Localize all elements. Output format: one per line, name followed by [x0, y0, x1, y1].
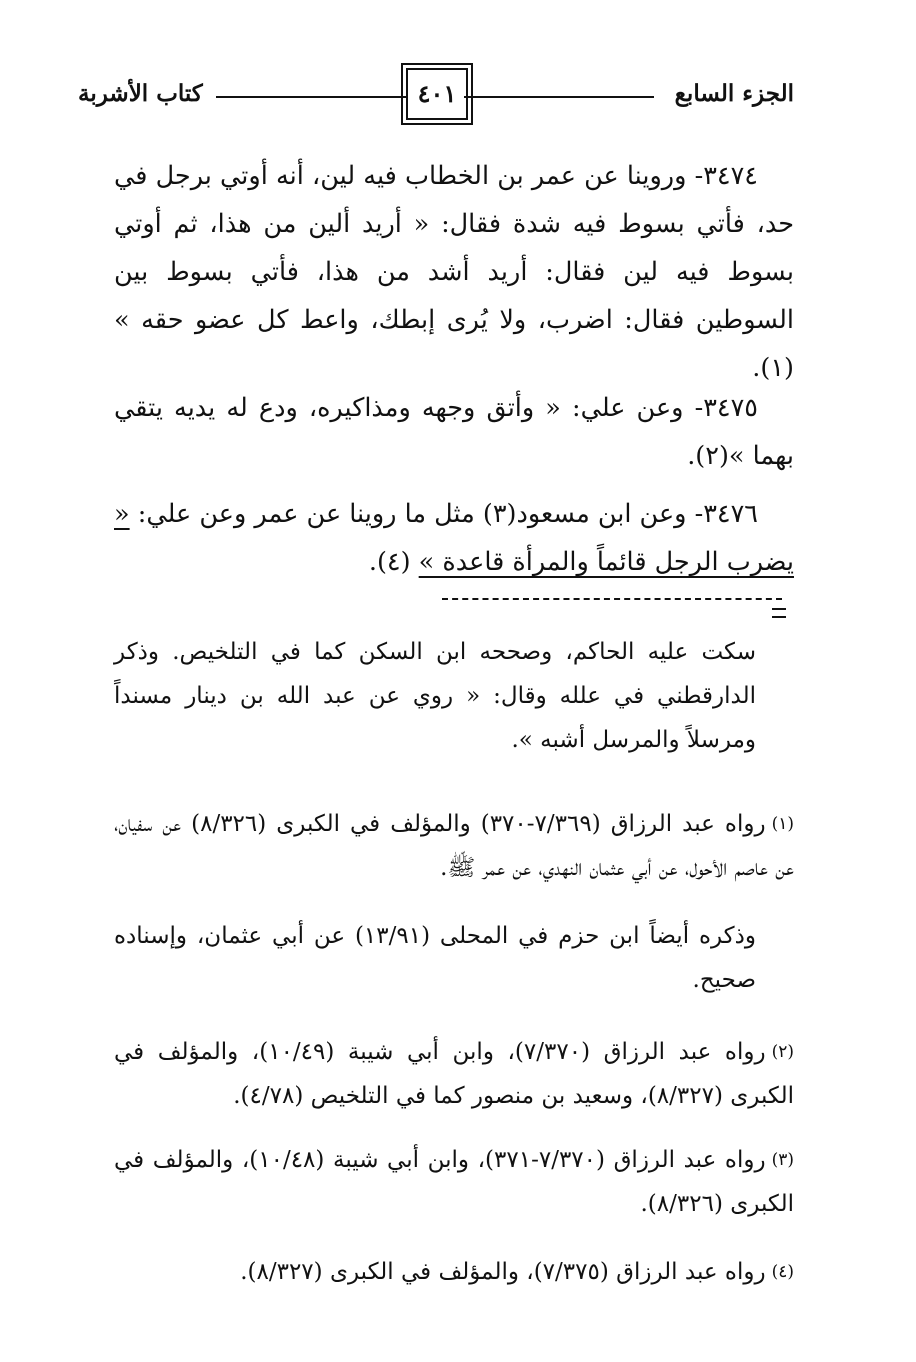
header-rule-left: [216, 96, 406, 98]
page-number: ٤٠١: [406, 68, 468, 120]
quoted-text: « يضرب الرجل قائماً والمرأة قاعدة »: [114, 499, 794, 577]
paragraph-3475: ٣٤٧٥- وعن علي: « وأتق وجهه ومذاكيره، ودع له يديه يتقي بهما »(٢).: [114, 393, 794, 471]
separator-mark: [772, 608, 786, 618]
footnote-1-continued: وذكره أيضاً ابن حزم في المحلى (١٣/٩١) عن أبي عثمان، وإسناده صحيح.: [114, 923, 756, 993]
header-rule-right: [464, 96, 654, 98]
footnote-4: $^{(٤)}$رواه عبد الرزاق (٧/٣٧٥)، والمؤلف في الكبرى (٨/٣٢٧).: [240, 1259, 794, 1285]
footnote-3: $^{(٣)}$رواه عبد الرزاق (٧/٣٧٠-٣٧١)، وابن أبي شيبة (١٠/٤٨)، والمؤلف في الكبرى (٨/٣٢٦).: [114, 1147, 794, 1217]
paragraph-3474: ٣٤٧٤- وروينا عن عمر بن الخطاب فيه لين، أنه أوتي برجل في حد، فأتي بسوط فيه شدة فقال: « أريد ألين من هذا، ثم أوتي بسوط فيه لين فقال: أريد أشد من هذا، فأتي بسوط بين السوطين فقال: اضرب، ولا يُرى إبطك، واعط كل عضو حقه » (١).: [114, 161, 794, 383]
volume-title: الجزء السابع: [674, 80, 794, 107]
footnote-1: $^{(١)}$رواه عبد الرزاق (٧/٣٦٩-٣٧٠) والمؤلف في الكبرى (٨/٣٢٦) عن سفيان، عن عاصم الأحول، عن أبي عثمان النهدي، عن عمر ﷺ.: [114, 811, 794, 881]
running-header: [78, 62, 794, 122]
footnote-number: (٢): [771, 1042, 795, 1062]
footnote-separator: [442, 598, 782, 600]
footnote-number: (٤): [771, 1262, 794, 1282]
footnote-number: (١): [771, 814, 794, 834]
footnote-number: (٣): [771, 1150, 794, 1170]
footnote-continuation: سكت عليه الحاكم، وصححه ابن السكن كما في التلخيص. وذكر الدارقطني في علله وقال: « روي عن عبد الله بن دينار مسنداً ومرسلاً والمرسل أشبه ».: [114, 639, 756, 753]
paragraph-3476: ٣٤٧٦- وعن ابن مسعود(٣) مثل ما روينا عن عمر وعن علي: « يضرب الرجل قائماً والمرأة قاعدة » (٤).: [114, 499, 794, 577]
chapter-title: كتاب الأشربة: [78, 80, 203, 107]
footnote-2: $^{(٢)}$رواه عبد الرزاق (٧/٣٧٠)، وابن أبي شيبة (١٠/٤٩)، والمؤلف في الكبرى (٨/٣٢٧)، وسعيد بن منصور كما في التلخيص (٤/٧٨).: [114, 1039, 795, 1109]
